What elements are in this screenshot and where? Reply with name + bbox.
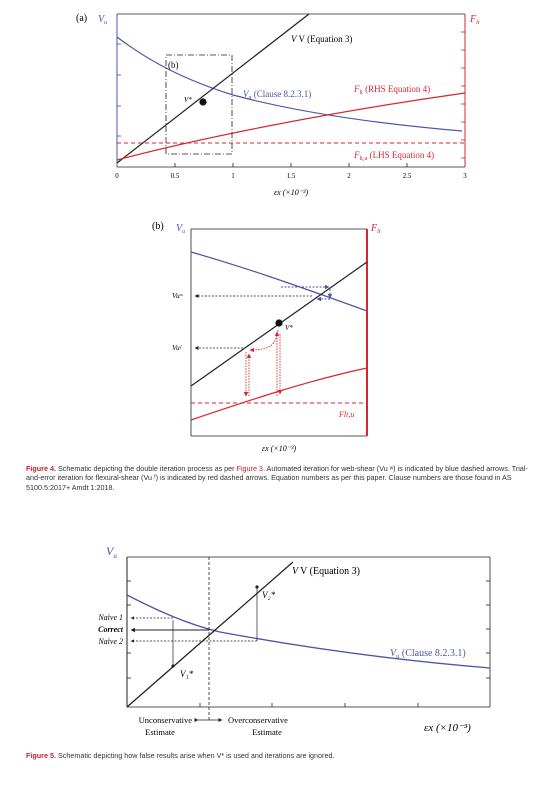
v-equation-3-label: V V (Equation 3) xyxy=(291,34,353,44)
fig5-ticks xyxy=(127,581,490,707)
v2-point xyxy=(255,585,258,588)
figure5-caption xyxy=(26,751,541,760)
panel-b-flt-u-label: Flt,u xyxy=(339,410,355,419)
figure4-caption-ref-link[interactable]: Figure 3 xyxy=(236,464,263,473)
v2-label: V₂* xyxy=(262,590,276,600)
panel-a-tag: (a) xyxy=(76,13,88,24)
fig5-left-axis-label: $V_u$ xyxy=(106,544,117,560)
fig5-v-equation-3-label: V V (Equation 3) xyxy=(292,566,360,577)
panel-b-v-star-point xyxy=(275,319,282,326)
panel-a-left-ticks xyxy=(117,44,121,136)
panel-a-x-ticks xyxy=(175,163,407,167)
flexural-shear-iteration-arrows xyxy=(246,330,280,396)
panel-b-right-axis-label: $F_{lt}$ xyxy=(371,223,381,235)
panel-b-x-label: εx (×10⁻³) xyxy=(261,444,297,453)
unconservative-estimate-label: Estimate xyxy=(145,727,175,737)
panel-a-x-label: εx (×10⁻³) xyxy=(273,188,309,197)
vuw-label: Vuʷ xyxy=(172,291,183,300)
v-star-point xyxy=(199,98,206,105)
fig5-vu-curve-label: $V_u$ (Clause 8.2.3.1) xyxy=(390,648,466,660)
panel-b-vu-curve xyxy=(191,252,367,311)
panel-a-left-axis-label: $V_u$ xyxy=(98,14,108,26)
panel-b-tag: (b) xyxy=(152,221,164,232)
x-tick-label: 0 xyxy=(115,172,119,180)
x-tick-label: 0.5 xyxy=(170,172,180,180)
flt-u-label: $F_{lt,u}$ (LHS Equation 4) xyxy=(354,150,435,162)
overconservative-estimate-label: Estimate xyxy=(252,727,282,737)
naive1-label: Naïve 1 xyxy=(98,613,123,622)
figure5 xyxy=(97,544,490,737)
figure4-panel-a xyxy=(76,13,480,197)
figure4-caption-label: Figure 4. xyxy=(26,464,56,473)
flt-curve-label: $F_{lt}$ (RHS Equation 4) xyxy=(354,84,431,96)
fig5-v-equation-3-line xyxy=(127,562,293,707)
panel-b-v-star-label: V* xyxy=(285,324,293,332)
panel-a-right-ticks xyxy=(461,32,465,158)
vuf-label: Vuᶠ xyxy=(172,343,182,352)
naive2-label: Naïve 2 xyxy=(98,637,123,646)
panel-a-x-tick-labels xyxy=(115,172,467,180)
figure4-caption-text-2: . Automated iteration for web-shear (Vu ʷ) is indicated by blue dashed arrows. Trial-and-error iteration for flexural-shear (Vu ᶠ) is indicated by red dashed arrows. Equation numbers as per this paper. Clause numbers are those found in AS 5100.5:2017+ Amdt 1:2018. xyxy=(26,464,528,492)
v1-point xyxy=(171,664,174,667)
panel-a-right-axis-label: $F_{lt}$ xyxy=(470,14,480,26)
x-tick-label: 2.5 xyxy=(402,172,412,180)
fig5-x-label: εx (×10⁻³) xyxy=(424,722,471,734)
figure4-panel-b xyxy=(152,221,381,453)
figure4-caption xyxy=(26,464,541,492)
overconservative-label: Overconservative xyxy=(228,715,288,725)
figure5-caption-text: Schematic depicting how false results arise when V* is used and iterations are ignored. xyxy=(55,751,335,760)
v-star-label: V* xyxy=(184,96,192,104)
correct-label: Correct xyxy=(98,625,123,634)
v1-label: V₁* xyxy=(180,669,194,679)
x-tick-label: 3 xyxy=(463,172,467,180)
panel-b-left-axis-label: $V_u$ xyxy=(176,223,186,235)
figure5-caption-label: Figure 5. xyxy=(26,751,56,760)
figure4-caption-text-1: Schematic depicting the double iteration process as per xyxy=(55,464,237,473)
vu-curve-label: $V_u$ (Clause 8.2.3.1) xyxy=(243,89,312,101)
x-tick-label: 1.5 xyxy=(286,172,296,180)
x-tick-label: 1 xyxy=(231,172,235,180)
x-tick-label: 2 xyxy=(347,172,351,180)
inset-label: (b) xyxy=(168,60,179,70)
unconservative-label: Unconservative xyxy=(138,715,192,725)
